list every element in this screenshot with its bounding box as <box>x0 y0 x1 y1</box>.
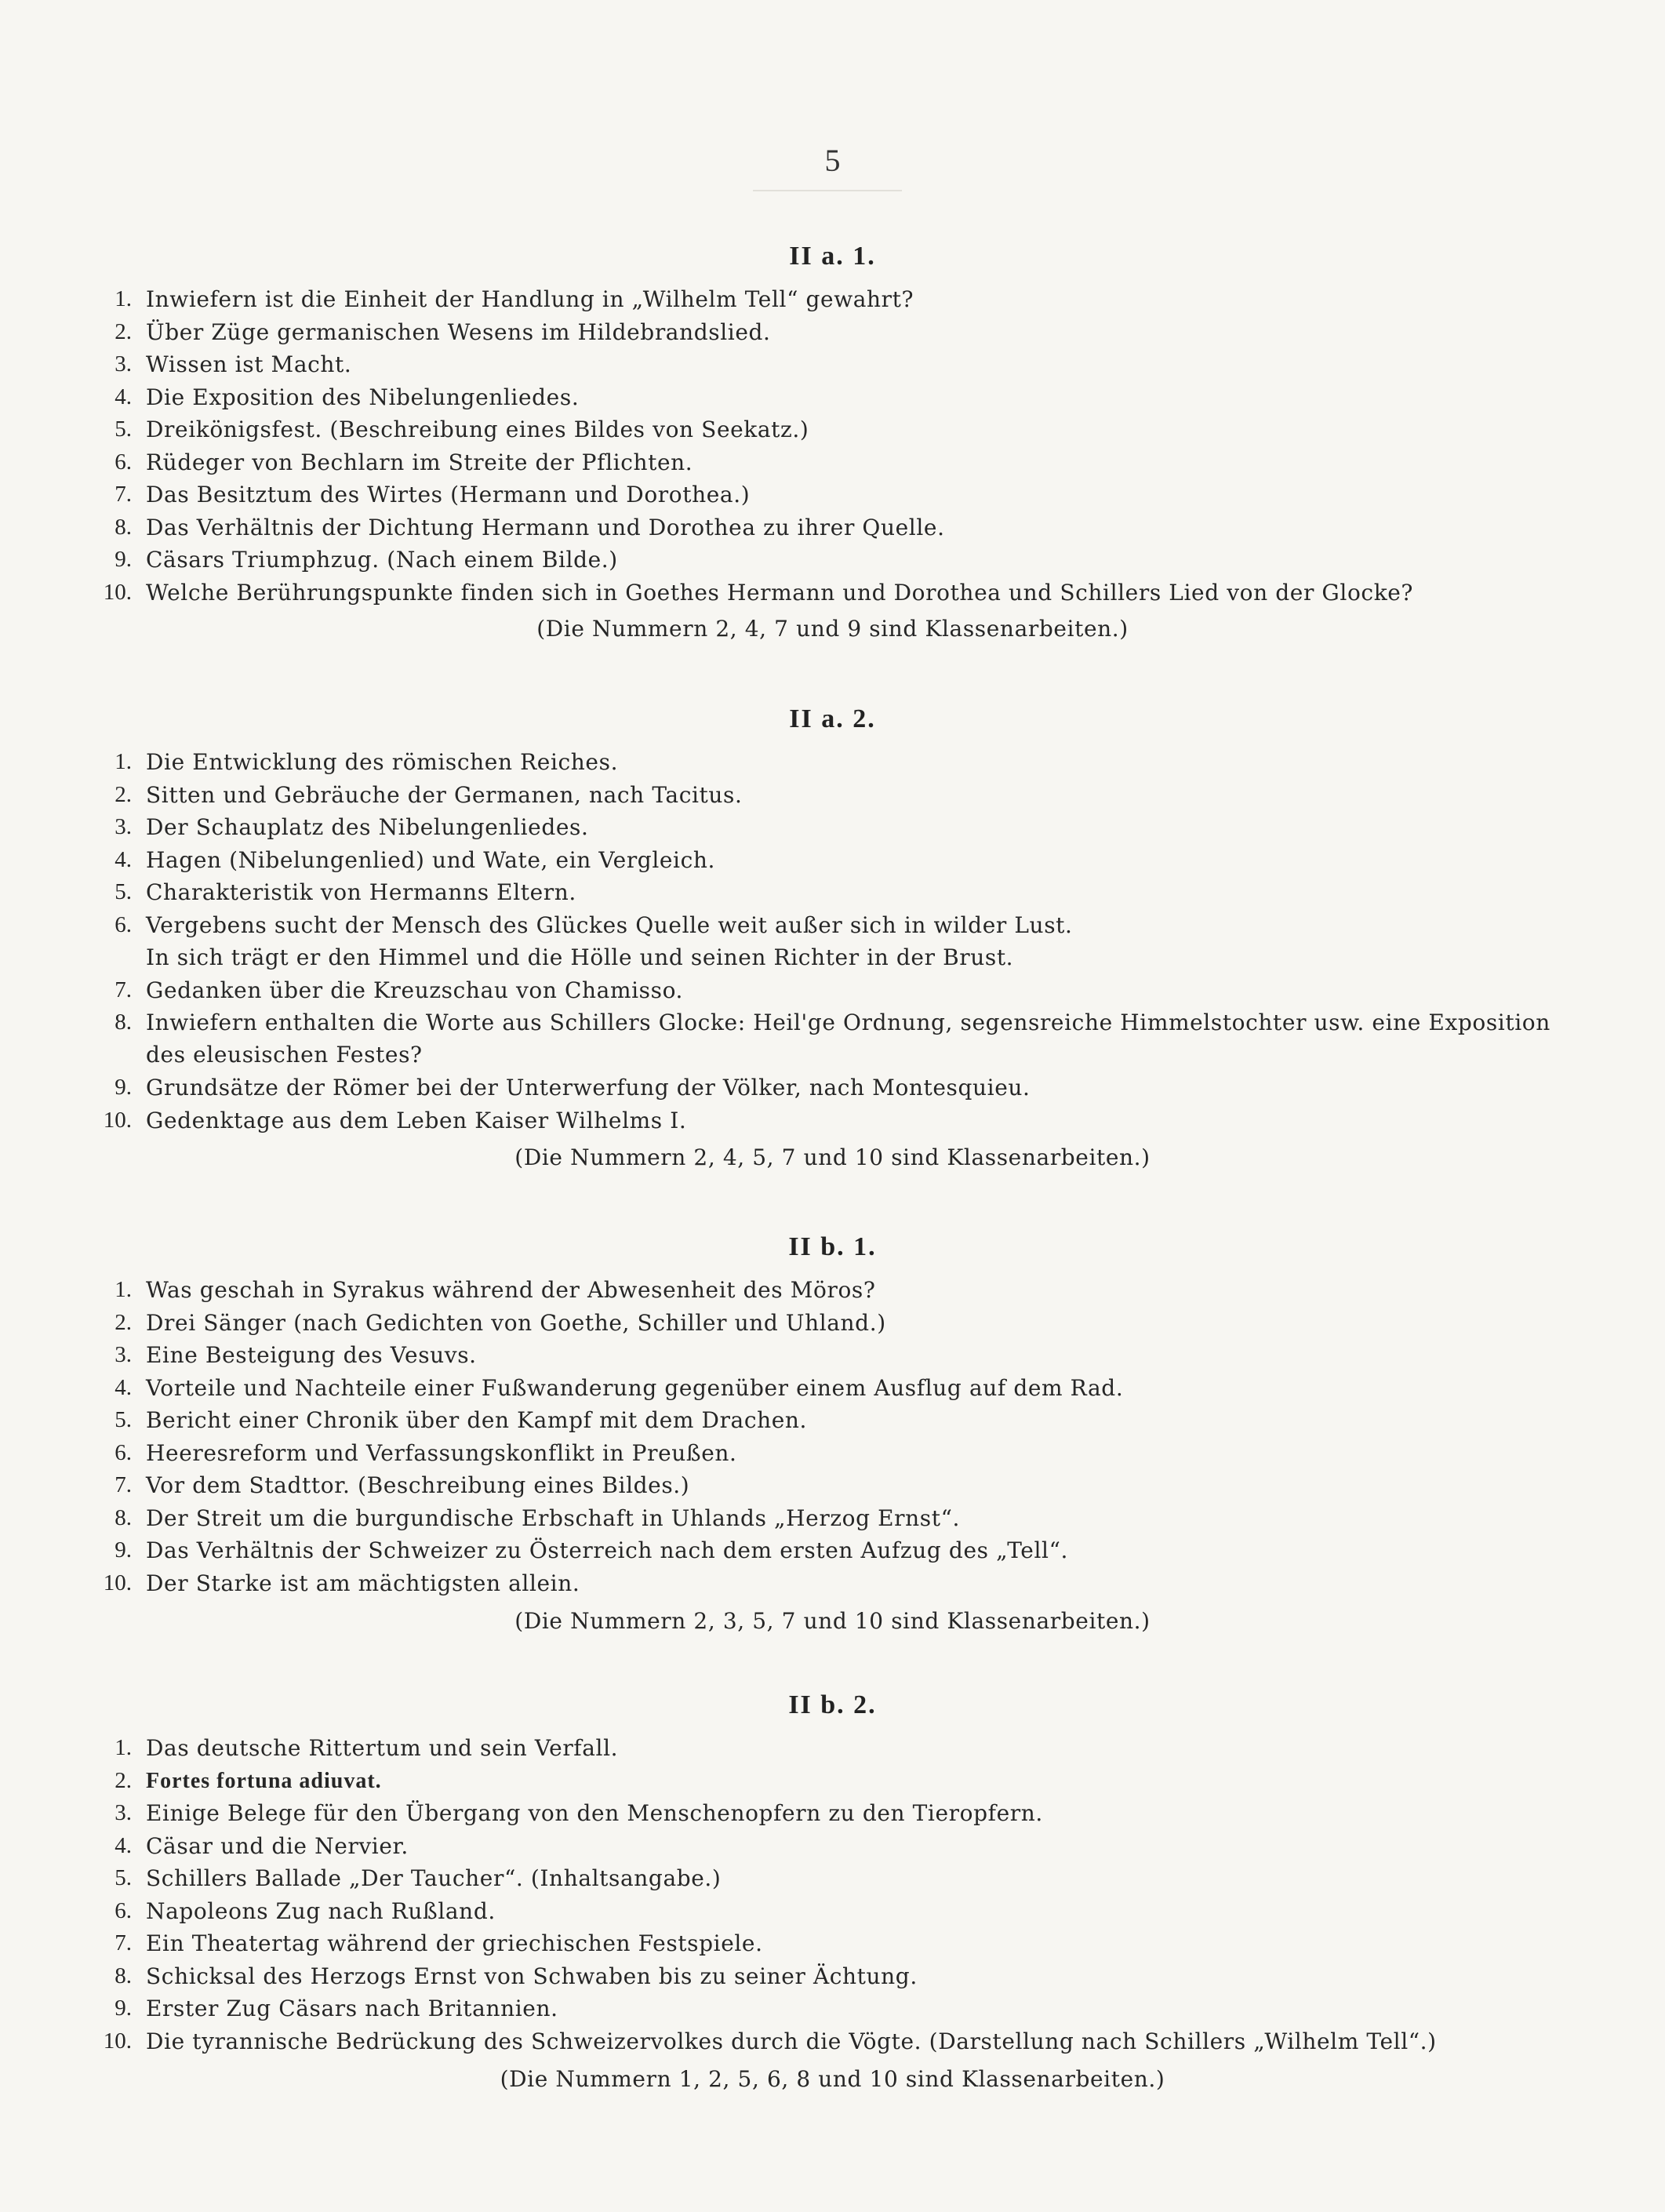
list-item <box>0 1960 1665 1993</box>
item-number: 8. <box>115 1504 132 1530</box>
topic-list <box>0 283 1665 609</box>
item-number: 3. <box>115 814 132 839</box>
item-text: Vorteile und Nachteile einer Fußwanderung gegenüber einem Ausflug auf dem Rad. <box>146 1374 1124 1401</box>
list-item <box>0 974 1665 1007</box>
list-item <box>0 1567 1665 1600</box>
section-title: II b. 2. <box>788 1690 877 1719</box>
item-text: Eine Besteigung des Vesuvs. <box>146 1342 477 1368</box>
list-item <box>0 577 1665 609</box>
list-item <box>0 1862 1665 1895</box>
list-item <box>0 1534 1665 1567</box>
item-text: Gedenktage aus dem Leben Kaiser Wilhelms I. <box>146 1107 687 1133</box>
item-number: 9. <box>115 1075 132 1100</box>
item-number: 4. <box>115 1832 132 1858</box>
list-item <box>0 544 1665 577</box>
item-text: Vor dem Stadttor. (Beschreibung eines Bildes.) <box>146 1472 690 1498</box>
item-number: 5. <box>115 879 132 904</box>
item-text: Ein Theatertag während der griechischen Festspiele. <box>146 1930 763 1956</box>
list-item <box>0 1469 1665 1502</box>
item-text: Gedanken über die Kreuzschau von Chamisso. <box>146 977 684 1003</box>
item-number: 1. <box>115 749 132 774</box>
list-item <box>0 1372 1665 1405</box>
item-text: Schicksal des Herzogs Ernst von Schwaben bis zu seiner Ächtung. <box>146 1963 918 1989</box>
list-item <box>0 1404 1665 1437</box>
item-text: Cäsar und die Nervier. <box>146 1832 409 1859</box>
page-number: 5 <box>824 143 841 178</box>
list-item <box>0 381 1665 414</box>
item-number: 9. <box>115 1537 132 1563</box>
item-text: Napoleons Zug nach Rußland. <box>146 1897 496 1924</box>
item-number: 8. <box>115 1010 132 1035</box>
class-work-note: (Die Nummern 1, 2, 5, 6, 8 und 10 sind Klassenarbeiten.) <box>500 2066 1165 2092</box>
item-text <box>146 909 1558 973</box>
list-item <box>0 1006 1665 1071</box>
item-text: Grundsätze der Römer bei der Unterwerfung der Völker, nach Montesquieu. <box>146 1075 1031 1101</box>
page-number-rule <box>753 190 902 191</box>
list-item <box>0 1732 1665 1765</box>
class-work-note: (Die Nummern 2, 4, 5, 7 und 10 sind Klassenarbeiten.) <box>514 1144 1151 1170</box>
item-text-line: In sich trägt er den Himmel und die Hölle und seinen Richter in der Brust. <box>146 944 1014 970</box>
item-text-line: Inwiefern enthalten die Worte aus Schillers Glocke: Heil'ge Ordnung, segensreiche Himmelstochter usw. eine Exposition <box>146 1010 1550 1035</box>
list-item <box>0 876 1665 909</box>
list-item <box>0 283 1665 316</box>
item-number: 2. <box>115 318 132 344</box>
list-item <box>0 1765 1665 1798</box>
list-item <box>0 811 1665 844</box>
list-item <box>0 844 1665 877</box>
list-item <box>0 779 1665 812</box>
section-title: II b. 1. <box>788 1232 877 1261</box>
item-number: 10. <box>103 579 132 605</box>
item-text: Charakteristik von Hermanns Eltern. <box>146 879 576 905</box>
item-text: Welche Berührungspunkte finden sich in Goethes Hermann und Dorothea und Schillers Lied von der Glocke? <box>146 579 1414 606</box>
list-item <box>0 511 1665 544</box>
topic-list <box>0 1274 1665 1599</box>
topic-list <box>0 1732 1665 2057</box>
item-text: Das Verhältnis der Schweizer zu Österreich nach dem ersten Aufzug des „Tell“. <box>146 1537 1068 1563</box>
item-number: 6. <box>115 449 132 475</box>
item-text: Was geschah in Syrakus während der Abwesenheit des Möros? <box>146 1277 876 1303</box>
item-text: Wissen ist Macht. <box>146 351 352 377</box>
list-item <box>0 1071 1665 1104</box>
item-number: 8. <box>115 1963 132 1988</box>
item-number: 5. <box>115 1407 132 1432</box>
item-text: Der Starke ist am mächtigsten allein. <box>146 1570 580 1596</box>
list-item <box>0 1502 1665 1535</box>
item-text: Inwiefern ist die Einheit der Handlung in „Wilhelm Tell“ gewahrt? <box>146 286 914 312</box>
item-text: Die tyrannische Bedrückung des Schweizervolkes durch die Vögte. (Darstellung nach Schillers „Wilhelm Tell“.) <box>146 2028 1437 2054</box>
list-item <box>0 1927 1665 1960</box>
item-number: 4. <box>115 1374 132 1400</box>
item-text: Dreikönigsfest. (Beschreibung eines Bildes von Seekatz.) <box>146 417 809 442</box>
item-text <box>146 1006 1558 1071</box>
item-number: 7. <box>115 482 132 507</box>
list-item <box>0 446 1665 479</box>
class-work-note: (Die Nummern 2, 4, 7 und 9 sind Klassenarbeiten.) <box>536 616 1129 642</box>
item-text: Die Exposition des Nibelungenliedes. <box>146 384 580 410</box>
item-number: 2. <box>115 1309 132 1335</box>
item-text: Heeresreform und Verfassungskonflikt in Preußen. <box>146 1439 737 1466</box>
topic-list <box>0 746 1665 1137</box>
item-number: 2. <box>115 781 132 807</box>
item-text: Hagen (Nibelungenlied) und Wate, ein Vergleich. <box>146 846 716 873</box>
item-number: 9. <box>115 547 132 572</box>
item-number: 1. <box>115 1277 132 1302</box>
item-text: Einige Belege für den Übergang von den Menschenopfern zu den Tieropfern. <box>146 1800 1043 1826</box>
list-item <box>0 1797 1665 1830</box>
item-text: Rüdeger von Bechlarn im Streite der Pflichten. <box>146 449 693 475</box>
item-number: 3. <box>115 351 132 377</box>
item-number: 1. <box>115 286 132 311</box>
item-number: 9. <box>115 1996 132 2021</box>
item-number: 6. <box>115 1439 132 1465</box>
section-title: II a. 1. <box>789 242 876 271</box>
item-text: Das Besitztum des Wirtes (Hermann und Dorothea.) <box>146 482 751 508</box>
item-number: 5. <box>115 1865 132 1890</box>
item-text: Fortes fortuna adiuvat. <box>146 1768 382 1793</box>
item-text: Erster Zug Cäsars nach Britannien. <box>146 1996 558 2021</box>
item-number: 2. <box>115 1767 132 1793</box>
item-number: 6. <box>115 911 132 937</box>
item-number: 10. <box>103 1570 132 1595</box>
list-item <box>0 1830 1665 1863</box>
item-text: Cäsars Triumphzug. (Nach einem Bilde.) <box>146 547 618 573</box>
item-number: 4. <box>115 846 132 872</box>
item-number: 10. <box>103 1107 132 1133</box>
list-item <box>0 746 1665 779</box>
item-text: Sitten und Gebräuche der Germanen, nach Tacitus. <box>146 781 743 808</box>
item-text: Über Züge germanischen Wesens im Hildebrandslied. <box>146 318 771 345</box>
item-number: 1. <box>115 1735 132 1760</box>
item-number: 6. <box>115 1897 132 1923</box>
list-item <box>0 1274 1665 1307</box>
list-item <box>0 316 1665 349</box>
item-text: Das Verhältnis der Dichtung Hermann und Dorothea zu ihrer Quelle. <box>146 514 945 540</box>
item-number: 7. <box>115 977 132 1002</box>
item-number: 8. <box>115 514 132 540</box>
list-item <box>0 1307 1665 1340</box>
list-item <box>0 1104 1665 1137</box>
list-item <box>0 2025 1665 2058</box>
item-text: Die Entwicklung des römischen Reiches. <box>146 749 619 775</box>
list-item <box>0 909 1665 974</box>
class-work-note: (Die Nummern 2, 3, 5, 7 und 10 sind Klassenarbeiten.) <box>514 1608 1151 1634</box>
list-item <box>0 1992 1665 2025</box>
item-text: Bericht einer Chronik über den Kampf mit dem Drachen. <box>146 1407 808 1433</box>
item-number: 7. <box>115 1472 132 1497</box>
item-text-line: Vergebens sucht der Mensch des Glückes Quelle weit außer sich in wilder Lust. <box>146 911 1073 938</box>
list-item <box>0 1437 1665 1470</box>
list-item <box>0 478 1665 511</box>
list-item <box>0 1339 1665 1372</box>
item-number: 10. <box>103 2028 132 2054</box>
list-item <box>0 1895 1665 1928</box>
item-number: 5. <box>115 417 132 442</box>
item-number: 7. <box>115 1930 132 1956</box>
section-title: II a. 2. <box>789 704 876 733</box>
item-text: Das deutsche Rittertum und sein Verfall. <box>146 1735 619 1761</box>
list-item <box>0 413 1665 446</box>
item-text: Der Streit um die burgundische Erbschaft in Uhlands „Herzog Ernst“. <box>146 1504 961 1531</box>
item-number: 4. <box>115 384 132 409</box>
item-text: Schillers Ballade „Der Taucher“. (Inhaltsangabe.) <box>146 1865 722 1891</box>
item-text: Drei Sänger (nach Gedichten von Goethe, Schiller und Uhland.) <box>146 1309 886 1336</box>
item-number: 3. <box>115 1342 132 1367</box>
item-text-line: des eleusischen Festes? <box>146 1042 423 1068</box>
item-text: Der Schauplatz des Nibelungenliedes. <box>146 814 589 840</box>
list-item <box>0 348 1665 381</box>
item-number: 3. <box>115 1800 132 1825</box>
